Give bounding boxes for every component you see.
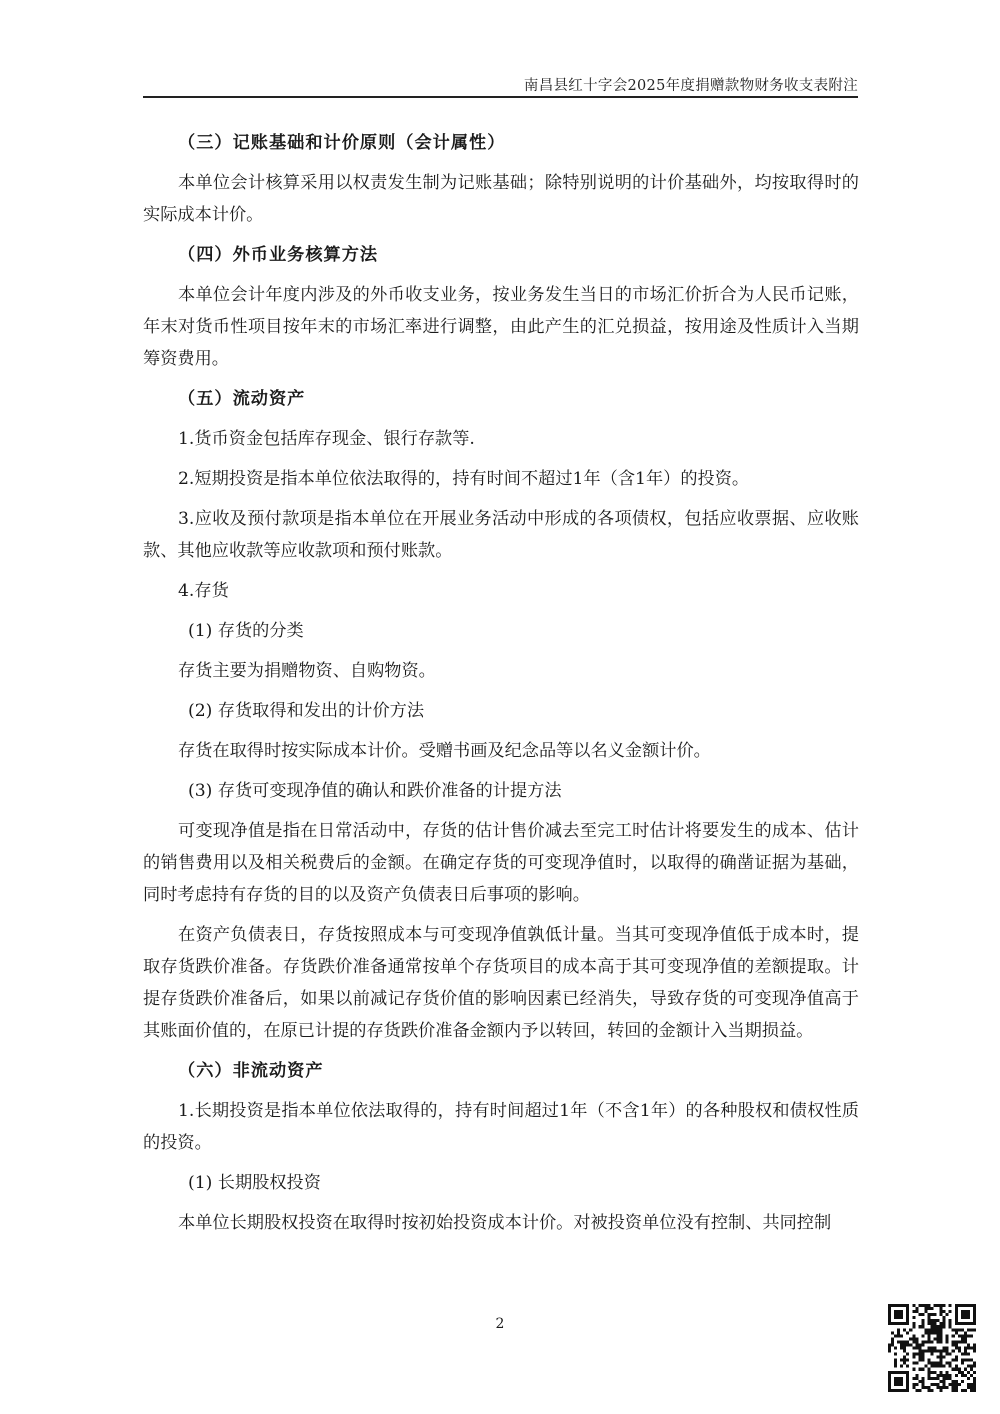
- section-heading: （三）记账基础和计价原则（会计属性）: [178, 133, 506, 153]
- paragraph: 存货主要为捐赠物资、自购物资。: [178, 661, 436, 681]
- paragraph: 在资产负债表日，存货按照成本与可变现净值孰低计量。当其可变现净值低于成本时，提取存货跌价准备。存货跌价准备通常按单个存货项目的成本高于其可变现净值的差额提取。计提存货跌价准备后，如果以前减记存货价值的影响因素已经消失，导致存货的可变现净值高于其账面价值的，在原已计提的存货跌价准备金额内予以转回，转回的金额计入当期损益。: [143, 925, 859, 1041]
- subsection-heading: (3) 存货可变现净值的确认和跌价准备的计提方法: [188, 781, 562, 801]
- section-heading: （六）非流动资产: [178, 1061, 324, 1081]
- paragraph: 4.存货: [178, 581, 229, 601]
- paragraph: 2.短期投资是指本单位依法取得的，持有时间不超过1年（含1年）的投资。: [178, 469, 750, 489]
- paragraph: 1.长期投资是指本单位依法取得的，持有时间超过1年（不含1年）的各种股权和债权性质的投资。: [143, 1101, 859, 1153]
- subsection-heading: (2) 存货取得和发出的计价方法: [188, 701, 425, 721]
- paragraph: 可变现净值是指在日常活动中，存货的估计售价减去至完工时估计将要发生的成本、估计的销售费用以及相关税费后的金额。在确定存货的可变现净值时，以取得的确凿证据为基础，同时考虑持有存货的目的以及资产负债表日后事项的影响。: [143, 821, 859, 905]
- paragraph: 本单位会计核算采用以权责发生制为记账基础；除特别说明的计价基础外，均按取得时的实际成本计价。: [143, 173, 859, 225]
- header-divider: [143, 96, 858, 98]
- page-number: 2: [495, 1316, 505, 1332]
- subsection-heading: (1) 存货的分类: [188, 621, 304, 641]
- paragraph: 本单位长期股权投资在取得时按初始投资成本计价。对被投资单位没有控制、共同控制: [178, 1213, 832, 1233]
- paragraph: 存货在取得时按实际成本计价。受赠书画及纪念品等以名义金额计价。: [178, 741, 711, 761]
- paragraph: 3.应收及预付款项是指本单位在开展业务活动中形成的各项债权，包括应收票据、应收账款、其他应收款等应收款项和预付账款。: [143, 509, 859, 561]
- paragraph: 本单位会计年度内涉及的外币收支业务，按业务发生当日的市场汇价折合为人民币记账，年末对货币性项目按年末的市场汇率进行调整，由此产生的汇兑损益，按用途及性质计入当期筹资费用。: [143, 285, 859, 369]
- subsection-heading: (1) 长期股权投资: [188, 1173, 321, 1193]
- body-text: [143, 127, 859, 1247]
- section-heading: （五）流动资产: [178, 389, 306, 409]
- qr-code-icon: [888, 1304, 976, 1392]
- section-heading: （四）外币业务核算方法: [178, 245, 379, 265]
- paragraph: 1.货币资金包括库存现金、银行存款等.: [178, 429, 475, 449]
- header-title: 南昌县红十字会2025年度捐赠款物财务收支表附注: [523, 78, 858, 94]
